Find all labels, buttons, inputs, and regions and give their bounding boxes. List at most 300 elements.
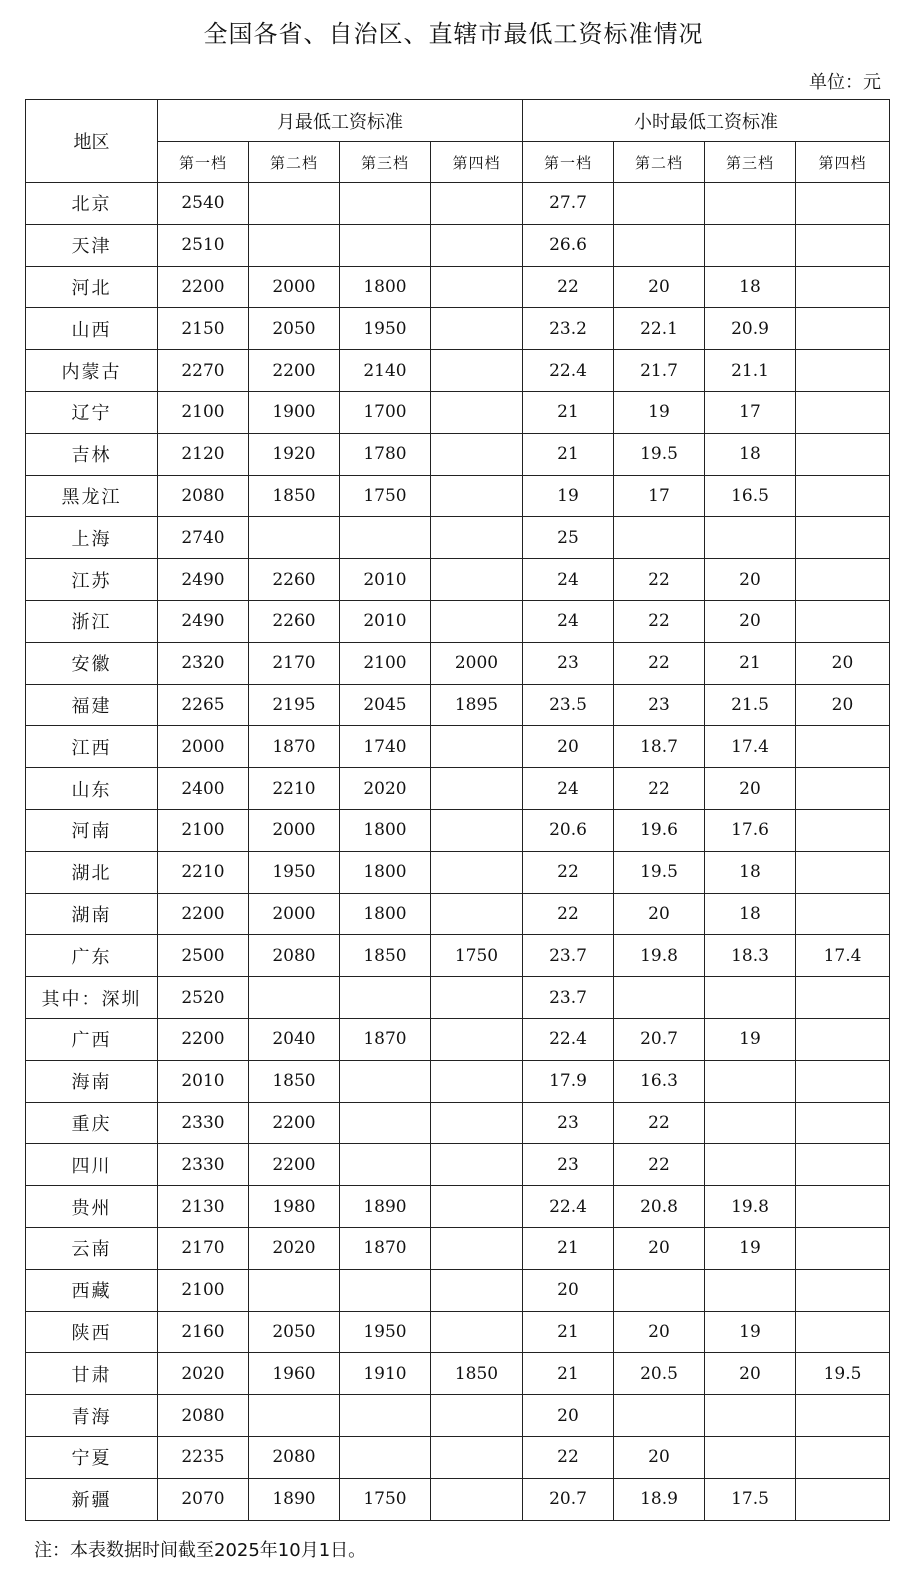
monthly-tier-2-cell: 1850 [249, 1060, 340, 1102]
monthly-tier-1-cell: 2490 [158, 600, 249, 642]
monthly-tier-1-cell: 2200 [158, 266, 249, 308]
monthly-tier-3-cell: 1800 [340, 851, 431, 893]
monthly-tier-2-cell: 2260 [249, 559, 340, 601]
monthly-tier-3-cell: 2140 [340, 350, 431, 392]
hourly-tier-3-cell [705, 1269, 796, 1311]
table-row [26, 768, 890, 810]
hourly-tier-3-cell: 20 [705, 559, 796, 601]
hourly-tier-2-cell: 18.7 [614, 726, 705, 768]
monthly-tier-4-cell [431, 1269, 523, 1311]
hourly-tier-1-cell: 21 [523, 1311, 614, 1353]
hourly-tier-2-cell: 20 [614, 1227, 705, 1269]
monthly-tier-1-cell: 2270 [158, 350, 249, 392]
hourly-tier-4-cell [796, 851, 890, 893]
hourly-tier-3-cell: 18 [705, 266, 796, 308]
hourly-tier-1-cell: 23 [523, 1144, 614, 1186]
table-row [26, 684, 890, 726]
monthly-tier-3-cell: 1800 [340, 266, 431, 308]
hourly-tier-3-cell: 17.4 [705, 726, 796, 768]
hourly-tier-1-cell: 22.4 [523, 350, 614, 392]
hourly-tier-4-cell [796, 1102, 890, 1144]
hourly-tier-4-cell [796, 559, 890, 601]
hourly-tier-3-cell [705, 1102, 796, 1144]
hourly-tier-4-cell [796, 1436, 890, 1478]
hourly-tier-4-cell [796, 809, 890, 851]
hourly-tier-4-cell: 17.4 [796, 935, 890, 977]
hourly-tier-2-cell: 22 [614, 600, 705, 642]
region-cell: 内蒙古 [26, 350, 158, 392]
region-cell: 上海 [26, 517, 158, 559]
hourly-tier-2-cell: 22 [614, 1144, 705, 1186]
table-row [26, 1018, 890, 1060]
monthly-tier-1-cell: 2490 [158, 559, 249, 601]
monthly-tier-3-cell: 2100 [340, 642, 431, 684]
hourly-tier-3-cell: 19.8 [705, 1186, 796, 1228]
region-cell: 吉林 [26, 433, 158, 475]
hourly-tier-4-cell [796, 1478, 890, 1520]
monthly-tier-1-cell: 2000 [158, 726, 249, 768]
monthly-tier-3-cell: 2045 [340, 684, 431, 726]
table-row [26, 1311, 890, 1353]
monthly-tier-2-cell [249, 1269, 340, 1311]
hourly-tier-3-cell: 20 [705, 768, 796, 810]
hourly-tier-1-cell: 17.9 [523, 1060, 614, 1102]
monthly-tier-1-cell: 2130 [158, 1186, 249, 1228]
monthly-tier-3-cell [340, 1395, 431, 1437]
monthly-tier-3-cell: 2020 [340, 768, 431, 810]
hourly-tier-4-cell [796, 1144, 890, 1186]
monthly-tier-3-cell [340, 1060, 431, 1102]
monthly-tier-2-cell: 2260 [249, 600, 340, 642]
table-row [26, 1060, 890, 1102]
table-row [26, 1353, 890, 1395]
region-cell: 湖南 [26, 893, 158, 935]
monthly-tier-2-cell: 2200 [249, 350, 340, 392]
hourly-tier-4-cell [796, 1186, 890, 1228]
monthly-tier-3-cell: 2010 [340, 600, 431, 642]
hourly-tier-4-cell: 20 [796, 684, 890, 726]
hourly-tier-1-cell: 20.7 [523, 1478, 614, 1520]
region-cell: 浙江 [26, 600, 158, 642]
monthly-tier-1-cell: 2020 [158, 1353, 249, 1395]
hourly-tier-4-cell [796, 1269, 890, 1311]
monthly-tier-3-cell [340, 517, 431, 559]
monthly-tier-4-cell [431, 1395, 523, 1437]
monthly-tier-2-cell: 2020 [249, 1227, 340, 1269]
monthly-tier-2-cell [249, 183, 340, 225]
monthly-tier-2-cell: 2170 [249, 642, 340, 684]
monthly-tier-2-cell: 1900 [249, 391, 340, 433]
monthly-tier-4-cell [431, 851, 523, 893]
hourly-tier-2-cell: 19.5 [614, 433, 705, 475]
hourly-tier-1-cell: 23 [523, 1102, 614, 1144]
hourly-tier-2-cell: 22.1 [614, 308, 705, 350]
hourly-tier-4-cell [796, 350, 890, 392]
hourly-tier-2-cell: 20 [614, 266, 705, 308]
hourly-tier-2-cell: 19 [614, 391, 705, 433]
monthly-tier-2-cell: 1950 [249, 851, 340, 893]
hourly-tier-2-cell: 22 [614, 768, 705, 810]
monthly-tier-1-cell: 2200 [158, 1018, 249, 1060]
header-hourly-tier-3: 第三档 [705, 142, 796, 183]
table-row [26, 517, 890, 559]
monthly-tier-2-cell: 1980 [249, 1186, 340, 1228]
monthly-tier-1-cell: 2100 [158, 809, 249, 851]
monthly-tier-3-cell: 1890 [340, 1186, 431, 1228]
hourly-tier-4-cell [796, 893, 890, 935]
region-cell: 天津 [26, 224, 158, 266]
monthly-tier-3-cell: 1950 [340, 1311, 431, 1353]
monthly-tier-1-cell: 2080 [158, 475, 249, 517]
header-monthly-tier-2: 第二档 [249, 142, 340, 183]
hourly-tier-4-cell [796, 391, 890, 433]
monthly-tier-1-cell: 2100 [158, 1269, 249, 1311]
monthly-tier-4-cell [431, 1018, 523, 1060]
hourly-tier-4-cell: 20 [796, 642, 890, 684]
hourly-tier-3-cell [705, 224, 796, 266]
region-cell: 贵州 [26, 1186, 158, 1228]
monthly-tier-3-cell: 1870 [340, 1227, 431, 1269]
hourly-tier-3-cell: 18 [705, 851, 796, 893]
region-cell: 河南 [26, 809, 158, 851]
monthly-tier-1-cell: 2120 [158, 433, 249, 475]
hourly-tier-4-cell [796, 977, 890, 1019]
table-row [26, 935, 890, 977]
region-cell: 四川 [26, 1144, 158, 1186]
table-row [26, 1144, 890, 1186]
monthly-tier-3-cell: 1750 [340, 475, 431, 517]
monthly-tier-4-cell [431, 266, 523, 308]
hourly-tier-2-cell: 22 [614, 642, 705, 684]
monthly-tier-3-cell: 1800 [340, 809, 431, 851]
hourly-tier-4-cell [796, 1227, 890, 1269]
hourly-tier-4-cell: 19.5 [796, 1353, 890, 1395]
monthly-tier-3-cell: 1870 [340, 1018, 431, 1060]
hourly-tier-4-cell [796, 266, 890, 308]
monthly-tier-1-cell: 2330 [158, 1102, 249, 1144]
monthly-tier-3-cell: 1700 [340, 391, 431, 433]
region-cell: 其中：深圳 [26, 977, 158, 1019]
hourly-tier-1-cell: 25 [523, 517, 614, 559]
hourly-tier-2-cell: 20.8 [614, 1186, 705, 1228]
table-row [26, 851, 890, 893]
table-row [26, 224, 890, 266]
monthly-tier-2-cell: 2050 [249, 1311, 340, 1353]
header-hourly-group: 小时最低工资标准 [523, 100, 890, 142]
hourly-tier-4-cell [796, 726, 890, 768]
monthly-tier-4-cell [431, 183, 523, 225]
monthly-tier-2-cell: 1960 [249, 1353, 340, 1395]
hourly-tier-1-cell: 21 [523, 433, 614, 475]
hourly-tier-4-cell [796, 1395, 890, 1437]
monthly-tier-1-cell: 2520 [158, 977, 249, 1019]
header-monthly-group: 月最低工资标准 [158, 100, 523, 142]
monthly-tier-2-cell: 2200 [249, 1144, 340, 1186]
monthly-tier-3-cell [340, 1102, 431, 1144]
hourly-tier-2-cell: 17 [614, 475, 705, 517]
hourly-tier-4-cell [796, 1018, 890, 1060]
region-cell: 江苏 [26, 559, 158, 601]
table-row [26, 391, 890, 433]
hourly-tier-4-cell [796, 517, 890, 559]
monthly-tier-4-cell [431, 1060, 523, 1102]
hourly-tier-1-cell: 22.4 [523, 1018, 614, 1060]
header-monthly-tier-3: 第三档 [340, 142, 431, 183]
monthly-tier-2-cell [249, 977, 340, 1019]
table-row [26, 977, 890, 1019]
hourly-tier-2-cell: 21.7 [614, 350, 705, 392]
hourly-tier-2-cell: 19.8 [614, 935, 705, 977]
monthly-tier-4-cell [431, 768, 523, 810]
monthly-tier-1-cell: 2500 [158, 935, 249, 977]
table-row [26, 600, 890, 642]
monthly-tier-4-cell [431, 1227, 523, 1269]
monthly-tier-4-cell [431, 1186, 523, 1228]
table-row [26, 726, 890, 768]
hourly-tier-1-cell: 20 [523, 726, 614, 768]
footnote: 注：本表数据时间截至2025年10月1日。 [34, 1540, 367, 1561]
region-cell: 北京 [26, 183, 158, 225]
monthly-tier-1-cell: 2210 [158, 851, 249, 893]
monthly-tier-4-cell [431, 559, 523, 601]
table-row [26, 1227, 890, 1269]
monthly-tier-3-cell: 1780 [340, 433, 431, 475]
monthly-tier-2-cell: 2080 [249, 935, 340, 977]
hourly-tier-2-cell [614, 1395, 705, 1437]
monthly-tier-4-cell [431, 977, 523, 1019]
region-cell: 云南 [26, 1227, 158, 1269]
hourly-tier-2-cell: 20.7 [614, 1018, 705, 1060]
hourly-tier-4-cell [796, 475, 890, 517]
region-cell: 辽宁 [26, 391, 158, 433]
hourly-tier-2-cell: 20.5 [614, 1353, 705, 1395]
table-row [26, 1186, 890, 1228]
monthly-tier-4-cell [431, 893, 523, 935]
hourly-tier-3-cell: 16.5 [705, 475, 796, 517]
hourly-tier-4-cell [796, 308, 890, 350]
hourly-tier-3-cell: 20 [705, 600, 796, 642]
monthly-tier-1-cell: 2400 [158, 768, 249, 810]
hourly-tier-2-cell [614, 224, 705, 266]
hourly-tier-3-cell: 19 [705, 1227, 796, 1269]
page-title: 全国各省、自治区、直辖市最低工资标准情况 [203, 20, 704, 48]
monthly-tier-4-cell [431, 475, 523, 517]
monthly-tier-1-cell: 2265 [158, 684, 249, 726]
hourly-tier-1-cell: 21 [523, 1353, 614, 1395]
hourly-tier-3-cell [705, 1060, 796, 1102]
table-row [26, 559, 890, 601]
hourly-tier-1-cell: 20 [523, 1269, 614, 1311]
table-row [26, 475, 890, 517]
monthly-tier-1-cell: 2010 [158, 1060, 249, 1102]
region-cell: 甘肃 [26, 1353, 158, 1395]
monthly-tier-2-cell: 1890 [249, 1478, 340, 1520]
table-row [26, 642, 890, 684]
monthly-tier-2-cell: 2000 [249, 809, 340, 851]
hourly-tier-2-cell [614, 1269, 705, 1311]
hourly-tier-3-cell: 18.3 [705, 935, 796, 977]
monthly-tier-3-cell: 2010 [340, 559, 431, 601]
monthly-tier-1-cell: 2200 [158, 893, 249, 935]
monthly-tier-4-cell [431, 308, 523, 350]
hourly-tier-1-cell: 22.4 [523, 1186, 614, 1228]
hourly-tier-1-cell: 24 [523, 600, 614, 642]
monthly-tier-2-cell: 2210 [249, 768, 340, 810]
monthly-tier-3-cell: 1910 [340, 1353, 431, 1395]
monthly-tier-4-cell: 1750 [431, 935, 523, 977]
table-row [26, 350, 890, 392]
hourly-tier-2-cell: 20 [614, 893, 705, 935]
monthly-tier-4-cell [431, 1311, 523, 1353]
hourly-tier-2-cell [614, 977, 705, 1019]
monthly-tier-2-cell [249, 224, 340, 266]
monthly-tier-4-cell [431, 726, 523, 768]
hourly-tier-1-cell: 23.7 [523, 977, 614, 1019]
hourly-tier-2-cell: 23 [614, 684, 705, 726]
monthly-tier-3-cell [340, 1436, 431, 1478]
hourly-tier-4-cell [796, 1311, 890, 1353]
hourly-tier-3-cell: 21.5 [705, 684, 796, 726]
hourly-tier-4-cell [796, 768, 890, 810]
monthly-tier-3-cell [340, 1144, 431, 1186]
hourly-tier-1-cell: 19 [523, 475, 614, 517]
hourly-tier-1-cell: 27.7 [523, 183, 614, 225]
monthly-tier-1-cell: 2540 [158, 183, 249, 225]
monthly-tier-3-cell: 1950 [340, 308, 431, 350]
hourly-tier-3-cell: 20.9 [705, 308, 796, 350]
hourly-tier-3-cell: 19 [705, 1018, 796, 1060]
monthly-tier-2-cell [249, 517, 340, 559]
table-row [26, 183, 890, 225]
monthly-tier-1-cell: 2160 [158, 1311, 249, 1353]
hourly-tier-1-cell: 23 [523, 642, 614, 684]
hourly-tier-1-cell: 20.6 [523, 809, 614, 851]
region-cell: 福建 [26, 684, 158, 726]
hourly-tier-3-cell [705, 977, 796, 1019]
region-cell: 新疆 [26, 1478, 158, 1520]
table-row [26, 433, 890, 475]
hourly-tier-3-cell: 17.6 [705, 809, 796, 851]
hourly-tier-3-cell: 21.1 [705, 350, 796, 392]
hourly-tier-2-cell: 22 [614, 1102, 705, 1144]
region-cell: 重庆 [26, 1102, 158, 1144]
hourly-tier-1-cell: 20 [523, 1395, 614, 1437]
region-cell: 西藏 [26, 1269, 158, 1311]
hourly-tier-3-cell [705, 517, 796, 559]
hourly-tier-2-cell: 18.9 [614, 1478, 705, 1520]
monthly-tier-4-cell [431, 433, 523, 475]
monthly-tier-4-cell [431, 1102, 523, 1144]
monthly-tier-1-cell: 2510 [158, 224, 249, 266]
monthly-tier-2-cell [249, 1395, 340, 1437]
monthly-tier-2-cell: 1920 [249, 433, 340, 475]
monthly-tier-4-cell [431, 350, 523, 392]
monthly-tier-4-cell [431, 517, 523, 559]
monthly-tier-4-cell [431, 224, 523, 266]
monthly-tier-3-cell [340, 224, 431, 266]
hourly-tier-2-cell: 16.3 [614, 1060, 705, 1102]
hourly-tier-2-cell [614, 517, 705, 559]
hourly-tier-1-cell: 22 [523, 1436, 614, 1478]
hourly-tier-1-cell: 24 [523, 559, 614, 601]
table-row [26, 1269, 890, 1311]
hourly-tier-1-cell: 23.7 [523, 935, 614, 977]
monthly-tier-2-cell: 1850 [249, 475, 340, 517]
hourly-tier-3-cell: 17.5 [705, 1478, 796, 1520]
monthly-tier-3-cell [340, 183, 431, 225]
monthly-tier-3-cell [340, 977, 431, 1019]
region-cell: 陕西 [26, 1311, 158, 1353]
hourly-tier-3-cell [705, 1395, 796, 1437]
region-cell: 山西 [26, 308, 158, 350]
header-monthly-tier-4: 第四档 [431, 142, 523, 183]
hourly-tier-3-cell [705, 1144, 796, 1186]
hourly-tier-4-cell [796, 224, 890, 266]
table-row [26, 1395, 890, 1437]
region-cell: 广东 [26, 935, 158, 977]
table-row [26, 809, 890, 851]
hourly-tier-1-cell: 22 [523, 851, 614, 893]
hourly-tier-3-cell [705, 183, 796, 225]
table-row [26, 266, 890, 308]
hourly-tier-4-cell [796, 433, 890, 475]
monthly-tier-4-cell [431, 809, 523, 851]
unit-label: 单位：元 [809, 72, 881, 93]
monthly-tier-3-cell: 1750 [340, 1478, 431, 1520]
monthly-tier-4-cell [431, 1144, 523, 1186]
monthly-tier-2-cell: 1870 [249, 726, 340, 768]
hourly-tier-3-cell: 18 [705, 893, 796, 935]
monthly-tier-3-cell: 1800 [340, 893, 431, 935]
monthly-tier-1-cell: 2150 [158, 308, 249, 350]
hourly-tier-2-cell: 20 [614, 1436, 705, 1478]
header-region: 地区 [26, 100, 158, 183]
monthly-tier-1-cell: 2100 [158, 391, 249, 433]
monthly-tier-1-cell: 2170 [158, 1227, 249, 1269]
monthly-tier-1-cell: 2070 [158, 1478, 249, 1520]
hourly-tier-1-cell: 21 [523, 1227, 614, 1269]
hourly-tier-2-cell: 22 [614, 559, 705, 601]
header-monthly-tier-1: 第一档 [158, 142, 249, 183]
monthly-tier-1-cell: 2330 [158, 1144, 249, 1186]
hourly-tier-2-cell [614, 183, 705, 225]
hourly-tier-4-cell [796, 1060, 890, 1102]
region-cell: 宁夏 [26, 1436, 158, 1478]
header-hourly-tier-2: 第二档 [614, 142, 705, 183]
monthly-tier-2-cell: 2000 [249, 893, 340, 935]
hourly-tier-2-cell: 20 [614, 1311, 705, 1353]
region-cell: 河北 [26, 266, 158, 308]
monthly-tier-1-cell: 2740 [158, 517, 249, 559]
hourly-tier-1-cell: 21 [523, 391, 614, 433]
region-cell: 黑龙江 [26, 475, 158, 517]
hourly-tier-1-cell: 22 [523, 893, 614, 935]
monthly-tier-2-cell: 2080 [249, 1436, 340, 1478]
region-cell: 江西 [26, 726, 158, 768]
monthly-tier-3-cell: 1850 [340, 935, 431, 977]
hourly-tier-3-cell: 19 [705, 1311, 796, 1353]
hourly-tier-3-cell: 17 [705, 391, 796, 433]
hourly-tier-3-cell: 20 [705, 1353, 796, 1395]
region-cell: 广西 [26, 1018, 158, 1060]
hourly-tier-1-cell: 26.6 [523, 224, 614, 266]
hourly-tier-1-cell: 23.5 [523, 684, 614, 726]
monthly-tier-2-cell: 2200 [249, 1102, 340, 1144]
hourly-tier-4-cell [796, 183, 890, 225]
hourly-tier-3-cell: 21 [705, 642, 796, 684]
minimum-wage-table [25, 99, 890, 1521]
region-cell: 湖北 [26, 851, 158, 893]
